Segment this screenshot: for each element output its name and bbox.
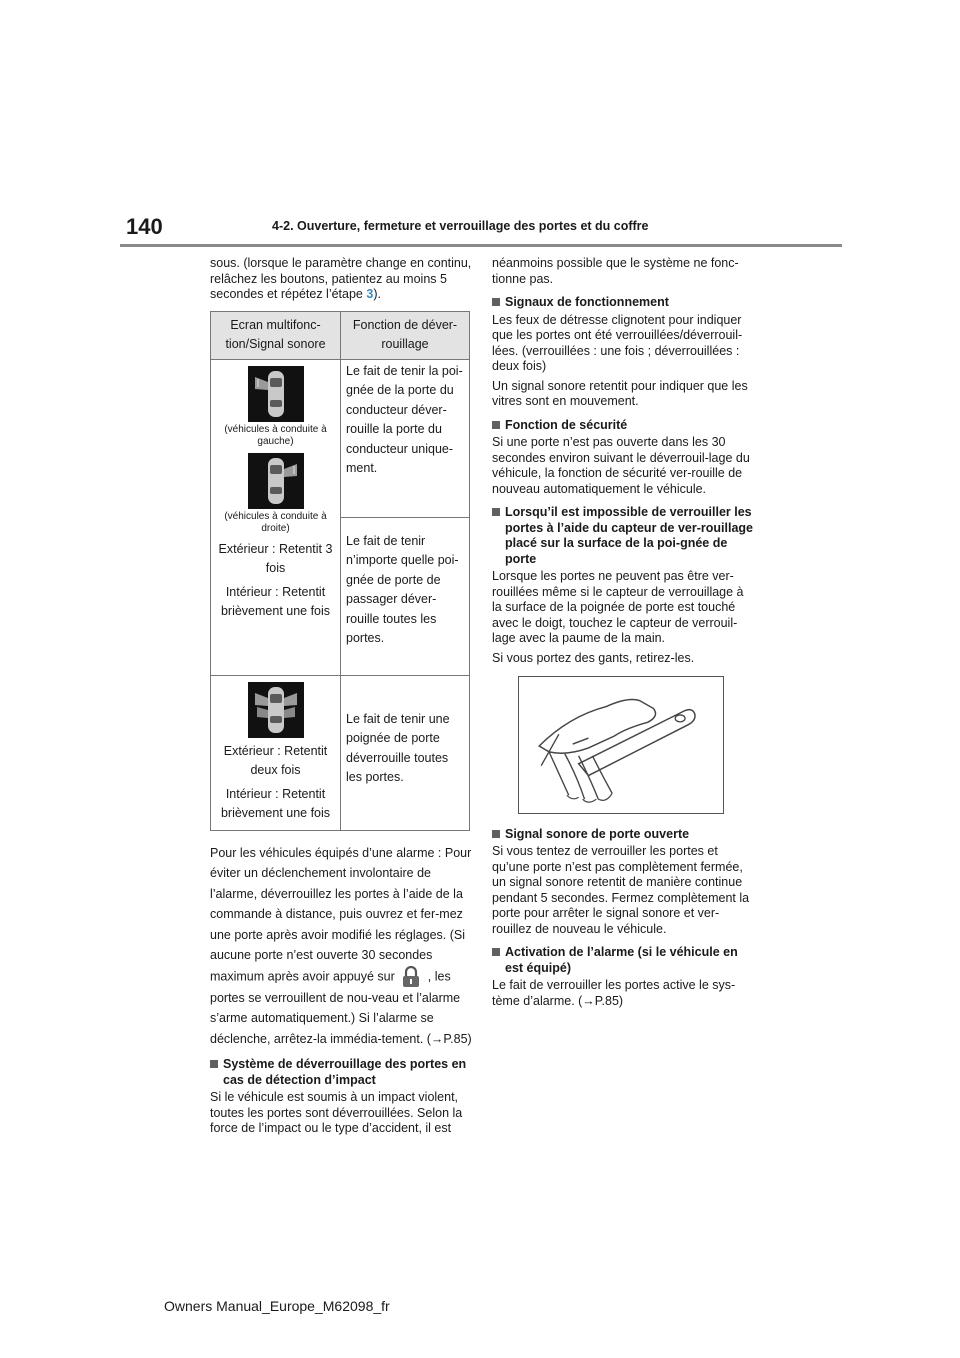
section-impact-title: Système de déverrouillage des portes en cas de détection d’impact [210,1057,472,1088]
note-left-hand-drive: (véhicules à conduite à gauche) [224,423,327,447]
section-bullet-icon [492,508,500,516]
car-unlock-right-icon [248,453,304,509]
alarm-paragraph: Pour les véhicules équipés d’une alarme : Pour éviter un déclenchement involontaire de l’alarme, déverrouillez les portes à l’aide de la commande à distance, puis ouvrez et fer-mez une porte après avoir modifié les réglages. (Si aucune porte n’est ouverte 30 secondes maximum après avoir appuyé sur , les portes se verrouillent de nou-veau et l’alarme s’arme automatiquement.) Si l’alarme se déclenche, arrêtez-la immédia-tement. (→P.85) [210,845,472,1046]
page-number: 140 [126,214,163,239]
table-cell-signals-1 [211,359,341,675]
table-cell-signals-2 [211,675,341,830]
section-security-text: Si une porte n’est pas ouverte dans les 30 secondes environ suivant le déverrouil-lage du véhicule, la fonction de sécurité ver-rouille de nouveau automatiquement le véhicule. [492,435,750,496]
section-security-title: Fonction de sécurité [492,418,754,434]
section-bullet-icon [210,1060,218,1068]
right-column [492,256,754,1017]
header-divider [120,244,842,247]
signal-interior-once-2: Intérieur : Retentit brièvement une fois [220,786,331,820]
section-sensor-text-1: Lorsque les portes ne peuvent pas être ver-rouillées même si le capteur de verrouillage à la surface de la poignée de porte est touché avec le doigt, touchez le capteur de verrouil-lage avec la paume de la main. [492,569,744,645]
continued-text: néanmoins possible que le système ne fonc-tionne pas. [492,256,739,286]
table-header-display: Ecran multifonc-tion/Signal sonore [211,311,341,359]
signal-exterior-3-times: Extérieur : Retentit 3 fois [218,541,333,575]
car-unlock-all-icon [248,682,304,738]
section-bullet-icon [492,298,500,306]
hand-on-door-handle-illustration [518,676,724,814]
signal-exterior-twice: Extérieur : Retentit deux fois [223,743,328,777]
note-right-hand-drive: (véhicules à conduite à droite) [224,510,327,534]
table-header-function: Fonction de déver-rouillage [341,311,470,359]
footer-text: Owners Manual_Europe_M62098_fr [164,1298,390,1314]
section-sensor-title: Lorsqu’il est impossible de verrouiller les portes à l’aide du capteur de ver-rouillage placé sur la surface de la poi-gnée de porte [492,505,754,567]
section-impact-text: Si le véhicule est soumis à un impact violent, toutes les portes sont déverrouillées. Selon la force de l’impact ou le type d’accident, il est [210,1090,463,1135]
section-sensor-text-2: Si vous portez des gants, retirez-les. [492,650,695,665]
table-cell-all-unlock: Le fait de tenir une poignée de porte déverrouille toutes les portes. [341,675,470,830]
section-alarm-title: Activation de l’alarme (si le véhicule en est équipé) [492,945,754,976]
intro-paragraph: sous. (lorsque le paramètre change en continu, relâchez les boutons, patientez au moins 5 secondes et répétez l’étape 3). [210,256,472,301]
lock-button-icon [401,966,421,988]
section-signals-title: Signaux de fonctionnement [492,295,754,311]
section-bullet-icon [492,421,500,429]
section-title: 4-2. Ouverture, fermeture et verrouillage des portes et du coffre [272,219,649,233]
section-bullet-icon [492,948,500,956]
section-signals-text-2: Un signal sonore retentit pour indiquer que les vitres sont en mouvement. [492,378,748,408]
car-unlock-left-icon [248,366,304,422]
unlock-function-table [210,311,470,831]
signal-interior-once: Intérieur : Retentit brièvement une fois [220,584,331,618]
table-cell-driver-unlock: Le fait de tenir la poi-gnée de la porte du conducteur déver-rouille la porte du conducteur unique-ment. [341,359,470,517]
table-cell-passenger-unlock: Le fait de tenir n’importe quelle poi-gnée de porte de passager déver-rouille toutes les portes. [341,517,470,675]
section-alarm-text: Le fait de verrouiller les portes active le sys-tème d’alarme. (→P.85) [492,978,736,1008]
section-door-open-title: Signal sonore de porte ouverte [492,827,754,843]
step-reference: 3 [366,287,374,301]
section-door-open-text: Si vous tentez de verrouiller les portes et qu’une porte n’est pas complètement fermée, un signal sonore retentit de manière continue pendant 5 secondes. Fermez complètement la porte pour arrêter le signal sonore et ver-rouillez de nouveau le véhicule. [492,844,750,936]
section-signals-text-1: Les feux de détresse clignotent pour indiquer que les portes ont été verrouillées/déverrouil-lées. (verrouillées : une fois ; déverrouillées : deux fois) [492,312,743,373]
left-column [210,256,472,1145]
section-bullet-icon [492,830,500,838]
